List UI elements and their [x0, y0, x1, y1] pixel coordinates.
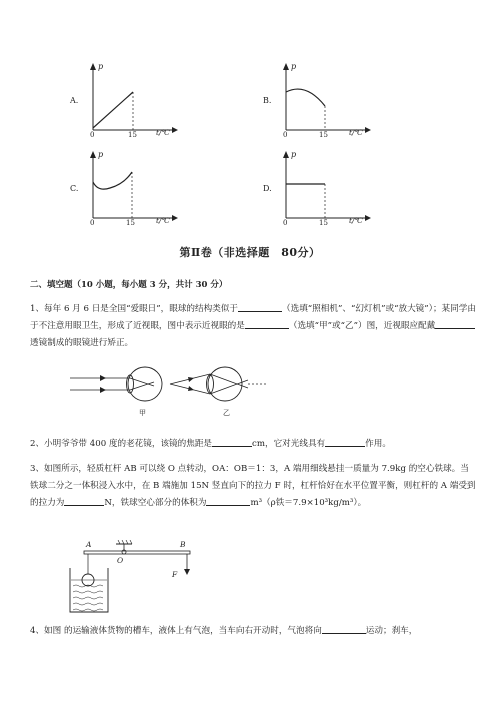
graph-c-curve	[93, 172, 132, 189]
graph-d	[281, 150, 371, 234]
q1-text-1: 1、每年 6 月 6 日是全国“爱眼日”，眼球的结构类似于	[30, 304, 238, 314]
graph-c	[88, 150, 178, 234]
graph-b-xlabel: t/℃	[349, 128, 363, 137]
graph-b	[281, 62, 371, 146]
graph-c-ylabel: p	[98, 150, 104, 159]
graph-a-curve	[93, 92, 133, 128]
q3-text-3: m³（ρ铁＝7.9×10³kg/m³）。	[250, 498, 367, 508]
eye-right	[170, 367, 266, 401]
option-c-label: C.	[70, 184, 79, 193]
eye-diagrams	[70, 358, 300, 432]
graph-d-xlabel: t/℃	[349, 216, 363, 225]
graph-a-ylabel: p	[98, 62, 104, 71]
option-a-label: A.	[70, 96, 79, 105]
q1-blank-2[interactable]	[245, 318, 289, 329]
q1-text-2: （选填“照相机”、“幻灯机”或“放大镜”）；某同学由于不注意用眼卫生，形成了近视眼，图中表示近视眼的是	[30, 304, 476, 331]
q2-text-1: 2、小明爷爷带 400 度的老花镜，该镜的焦距是	[30, 439, 213, 449]
q1-text-3: （选填“甲”或“乙”）图，近视眼应配戴	[288, 321, 436, 331]
q2-text-3: 作用。	[365, 439, 391, 449]
graph-a	[88, 62, 178, 146]
q3-blank-1[interactable]	[64, 495, 104, 506]
eye-left-label: 甲	[139, 409, 146, 417]
eye-left	[70, 367, 162, 401]
lever-label-f: F	[172, 570, 178, 579]
q1-blank-3[interactable]	[435, 318, 475, 329]
lever-bar	[84, 551, 190, 554]
graph-a-xlabel: t/℃	[156, 128, 170, 137]
q2-text-2: cm，它对光线具有	[252, 439, 326, 449]
graph-a-origin: 0	[90, 131, 95, 139]
graph-d-ylabel: p	[291, 150, 297, 159]
graph-b-tick: 15	[319, 131, 328, 139]
graph-a-tick: 15	[128, 131, 137, 139]
graph-b-origin: 0	[283, 131, 288, 139]
section-heading: 第Ⅱ卷（非选择题 80分）	[179, 246, 321, 259]
option-b-label: B.	[263, 96, 272, 105]
question-1	[30, 301, 476, 352]
eye-right-label: 乙	[223, 409, 230, 417]
q1-blank-1[interactable]	[238, 301, 282, 312]
q3-text-1: 3、如图所示，轻质杠杆 AB 可以绕 O 点转动，OA：OB＝1：3，A 端用细线悬挂一质量为 7.9kg 的空心铁球。当铁球二分之一体积浸入水中，在 B 端施加 15N 竖直向下的拉力 F 时，杠杆恰好在水平位置平衡，则杠杆的 A 端受到的拉力为	[30, 464, 476, 508]
q2-blank-2[interactable]	[325, 436, 365, 447]
graph-d-tick: 15	[319, 219, 328, 227]
q4-text-1: 4、如图 的运输液体货物的槽车，液体上有气泡，当车向右开动时，气泡将向	[30, 626, 322, 636]
q3-text-2: N，铁球空心部分的体积为	[104, 498, 207, 508]
q4-blank-1[interactable]	[322, 623, 366, 634]
question-3	[30, 461, 476, 512]
section-title: 二、填空题（10 小题，每小题 3 分，共计 30 分）	[30, 280, 228, 290]
lever-label-o: O	[117, 556, 124, 565]
eye-diagrams-svg	[70, 358, 300, 428]
lever-figure	[62, 540, 202, 620]
option-d-label: D.	[263, 184, 272, 193]
question-4	[30, 623, 476, 640]
graph-b-curve	[286, 89, 325, 106]
q1-text-4: 透镜制成的眼镜进行矫正。	[30, 338, 134, 348]
graph-b-ylabel: p	[291, 62, 297, 71]
q2-blank-1[interactable]	[212, 436, 252, 447]
lever-figure-svg	[62, 540, 202, 616]
lever-label-a: A	[86, 540, 92, 549]
question-2	[30, 436, 476, 453]
q4-text-2: 运动；刹车，	[365, 626, 418, 636]
graph-d-origin: 0	[283, 219, 288, 227]
graph-c-tick: 15	[126, 219, 135, 227]
lever-label-b: B	[180, 540, 186, 549]
q3-blank-2[interactable]	[206, 495, 250, 506]
graph-c-origin: 0	[90, 219, 95, 227]
graph-c-xlabel: t/℃	[156, 216, 170, 225]
